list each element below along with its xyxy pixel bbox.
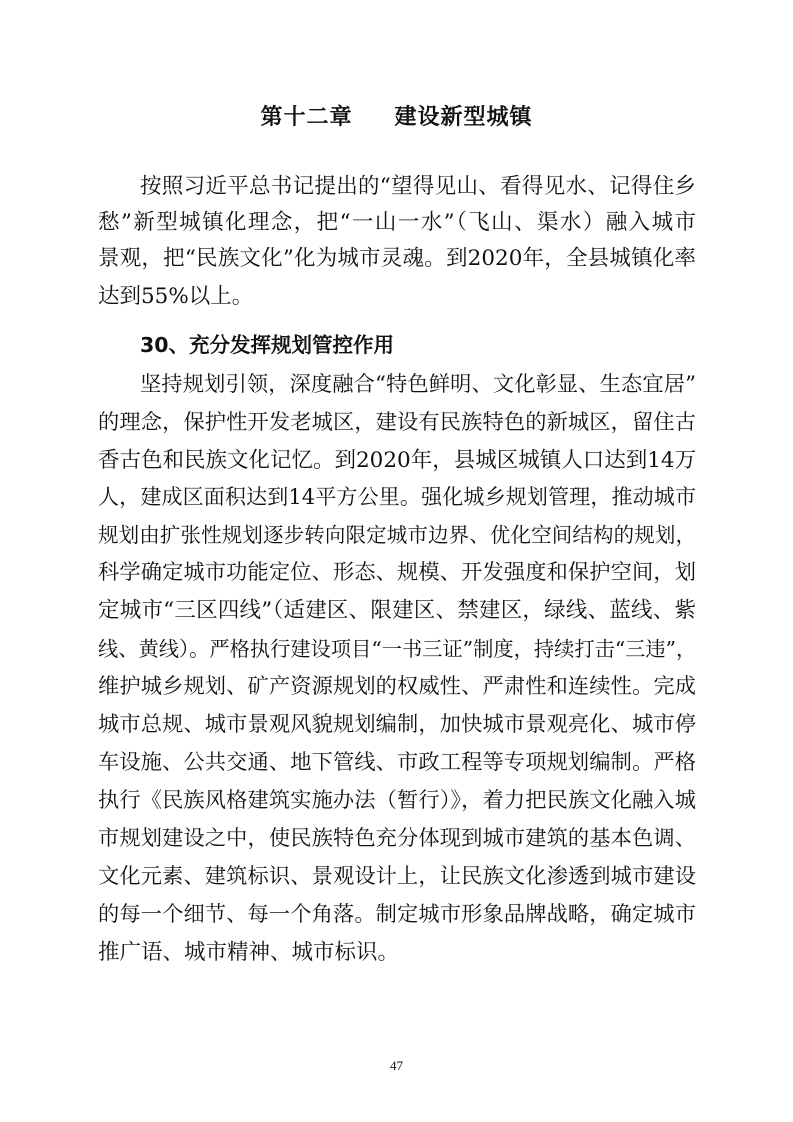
body-line: 车设施、公共交通、地下管线、市政工程等专项规划编制。严格 bbox=[98, 750, 696, 775]
body-line: 坚持规划引领，深度融合“特色鲜明、文化彰显、生态宜居” bbox=[140, 372, 696, 397]
chapter-title bbox=[0, 100, 793, 131]
body-line: 维护城乡规划、矿产资源规划的权威性、严肃性和连续性。完成 bbox=[98, 674, 696, 699]
chapter-name: 建设新型城镇 bbox=[394, 105, 533, 130]
chapter-number: 第十二章 bbox=[260, 105, 353, 130]
body-line: 科学确定城市功能定位、形态、规模、开发强度和保护空间，划 bbox=[98, 560, 696, 585]
section-heading: 30、充分发挥规划管控作用 bbox=[140, 333, 395, 357]
body-line: 推广语、城市精神、城市标识。 bbox=[98, 940, 400, 965]
intro-line: 愁”新型城镇化理念，把“一山一水”（飞山、渠水）融入城市 bbox=[98, 210, 696, 235]
page-number: 47 bbox=[390, 1058, 403, 1073]
body-line: 文化元素、建筑标识、景观设计上，让民族文化渗透到城市建设 bbox=[98, 864, 696, 889]
intro-line: 按照习近平总书记提出的“望得见山、看得见水、记得住乡 bbox=[140, 174, 696, 199]
body-line: 规划由扩张性规划逐步转向限定城市边界、优化空间结构的规划， bbox=[98, 523, 696, 547]
body-line: 城市总规、城市景观风貌规划编制，加快城市景观亮化、城市停 bbox=[98, 712, 696, 737]
body-line: 定城市“三区四线”（适建区、限建区、禁建区，绿线、蓝线、紫 bbox=[98, 598, 696, 623]
body-line: 香古色和民族文化记忆。到2020年，县城区城镇人口达到14万 bbox=[98, 448, 697, 473]
body-line: 线、黄线）。严格执行建设项目“一书三证”制度，持续打击“三违”， bbox=[98, 637, 697, 661]
body-line: 的每一个细节、每一个角落。制定城市形象品牌战略，确定城市 bbox=[98, 902, 696, 927]
body-line: 执行《民族风格建筑实施办法（暂行）》，着力把民族文化融入城 bbox=[98, 788, 696, 813]
body-line: 市规划建设之中，使民族特色充分体现到城市建筑的基本色调、 bbox=[98, 826, 696, 851]
body-line: 的理念，保护性开发老城区，建设有民族特色的新城区，留住古 bbox=[98, 410, 696, 435]
body-line: 人，建成区面积达到14平方公里。强化城乡规划管理，推动城市 bbox=[98, 485, 696, 509]
intro-line: 达到55%以上。 bbox=[98, 284, 254, 309]
intro-line: 景观，把“民族文化”化为城市灵魂。到2020年，全县城镇化率 bbox=[98, 246, 696, 271]
